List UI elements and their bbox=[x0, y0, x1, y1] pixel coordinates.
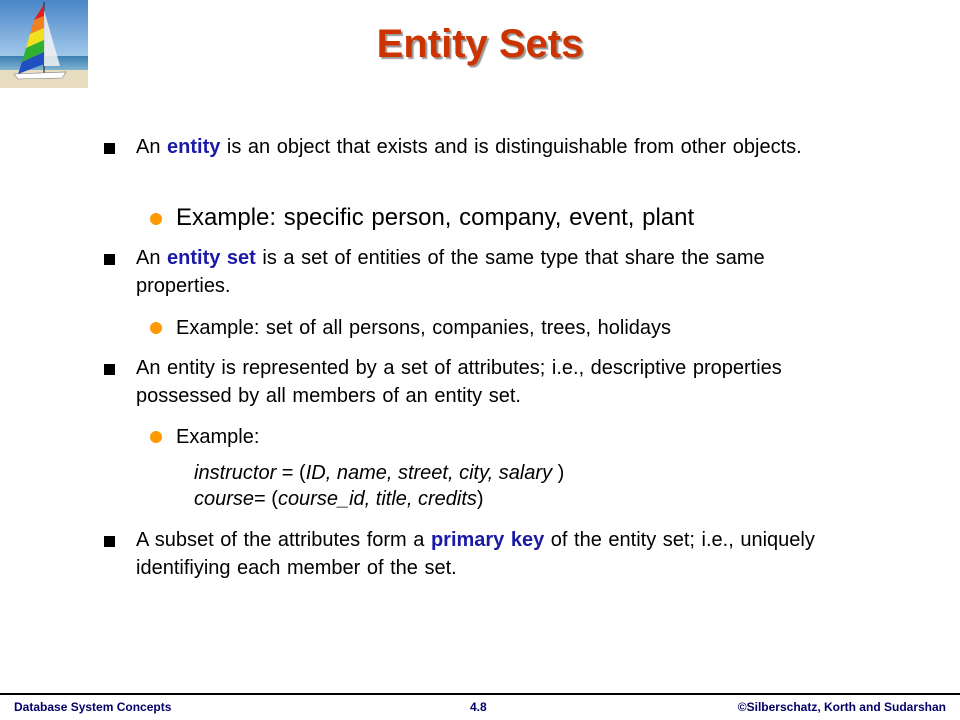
bullet-entity-set-definition bbox=[136, 244, 816, 300]
sub-bullet-entity-set-example: Example: set of all persons, companies, trees, holidays bbox=[176, 317, 672, 339]
relation-attributes: course_id, title, credits bbox=[277, 488, 477, 510]
schema-paren-close: ) bbox=[476, 488, 484, 510]
sub-bullet-entity-example: Example: specific person, company, event, plant bbox=[176, 204, 695, 231]
bullet-text-post: of the entity set; i.e., uniquely identifiying each member of the set. bbox=[136, 529, 815, 579]
round-bullet-icon bbox=[150, 322, 162, 334]
schema-line-course bbox=[194, 486, 484, 512]
bullet-text-pre: An bbox=[136, 136, 168, 158]
square-bullet-icon bbox=[104, 536, 115, 547]
footer-slide-number: 4.8 bbox=[470, 700, 487, 714]
bullet-text-pre: A subset of the attributes form a bbox=[136, 529, 431, 551]
bullet-text-post: is a set of entities of the same type that share the same properties. bbox=[136, 247, 765, 297]
bullet-text-post: is an object that exists and is distinguishable from other objects. bbox=[220, 136, 802, 158]
schema-paren-open: = ( bbox=[254, 488, 278, 510]
footer-copyright: ©Silberschatz, Korth and Sudarshan bbox=[737, 700, 946, 714]
footer-divider bbox=[0, 693, 960, 695]
bullet-primary-key bbox=[136, 526, 816, 582]
schema-paren-open: = ( bbox=[276, 462, 306, 484]
keyword-entity-set: entity set bbox=[167, 247, 256, 269]
bullet-text-pre: An bbox=[136, 247, 168, 269]
footer-book-title: Database System Concepts bbox=[14, 700, 172, 714]
relation-name: course bbox=[194, 488, 255, 510]
square-bullet-icon bbox=[104, 364, 115, 375]
schema-paren-close: ) bbox=[552, 462, 565, 484]
relation-attributes: ID, name, street, city, salary bbox=[305, 462, 553, 484]
schema-line-instructor bbox=[194, 460, 564, 486]
slide-title: Entity Sets bbox=[376, 22, 584, 66]
keyword-primary-key: primary key bbox=[430, 529, 545, 551]
round-bullet-icon bbox=[150, 431, 162, 443]
square-bullet-icon bbox=[104, 254, 115, 265]
bullet-entity-definition bbox=[136, 133, 816, 161]
square-bullet-icon bbox=[104, 143, 115, 154]
keyword-entity: entity bbox=[167, 136, 221, 158]
relation-name: instructor bbox=[194, 462, 277, 484]
round-bullet-icon bbox=[150, 213, 162, 225]
bullet-attributes: An entity is represented by a set of attributes; i.e., descriptive properties possessed by all members of an entity set. bbox=[136, 357, 782, 407]
sub-bullet-example-label: Example: bbox=[176, 426, 260, 448]
